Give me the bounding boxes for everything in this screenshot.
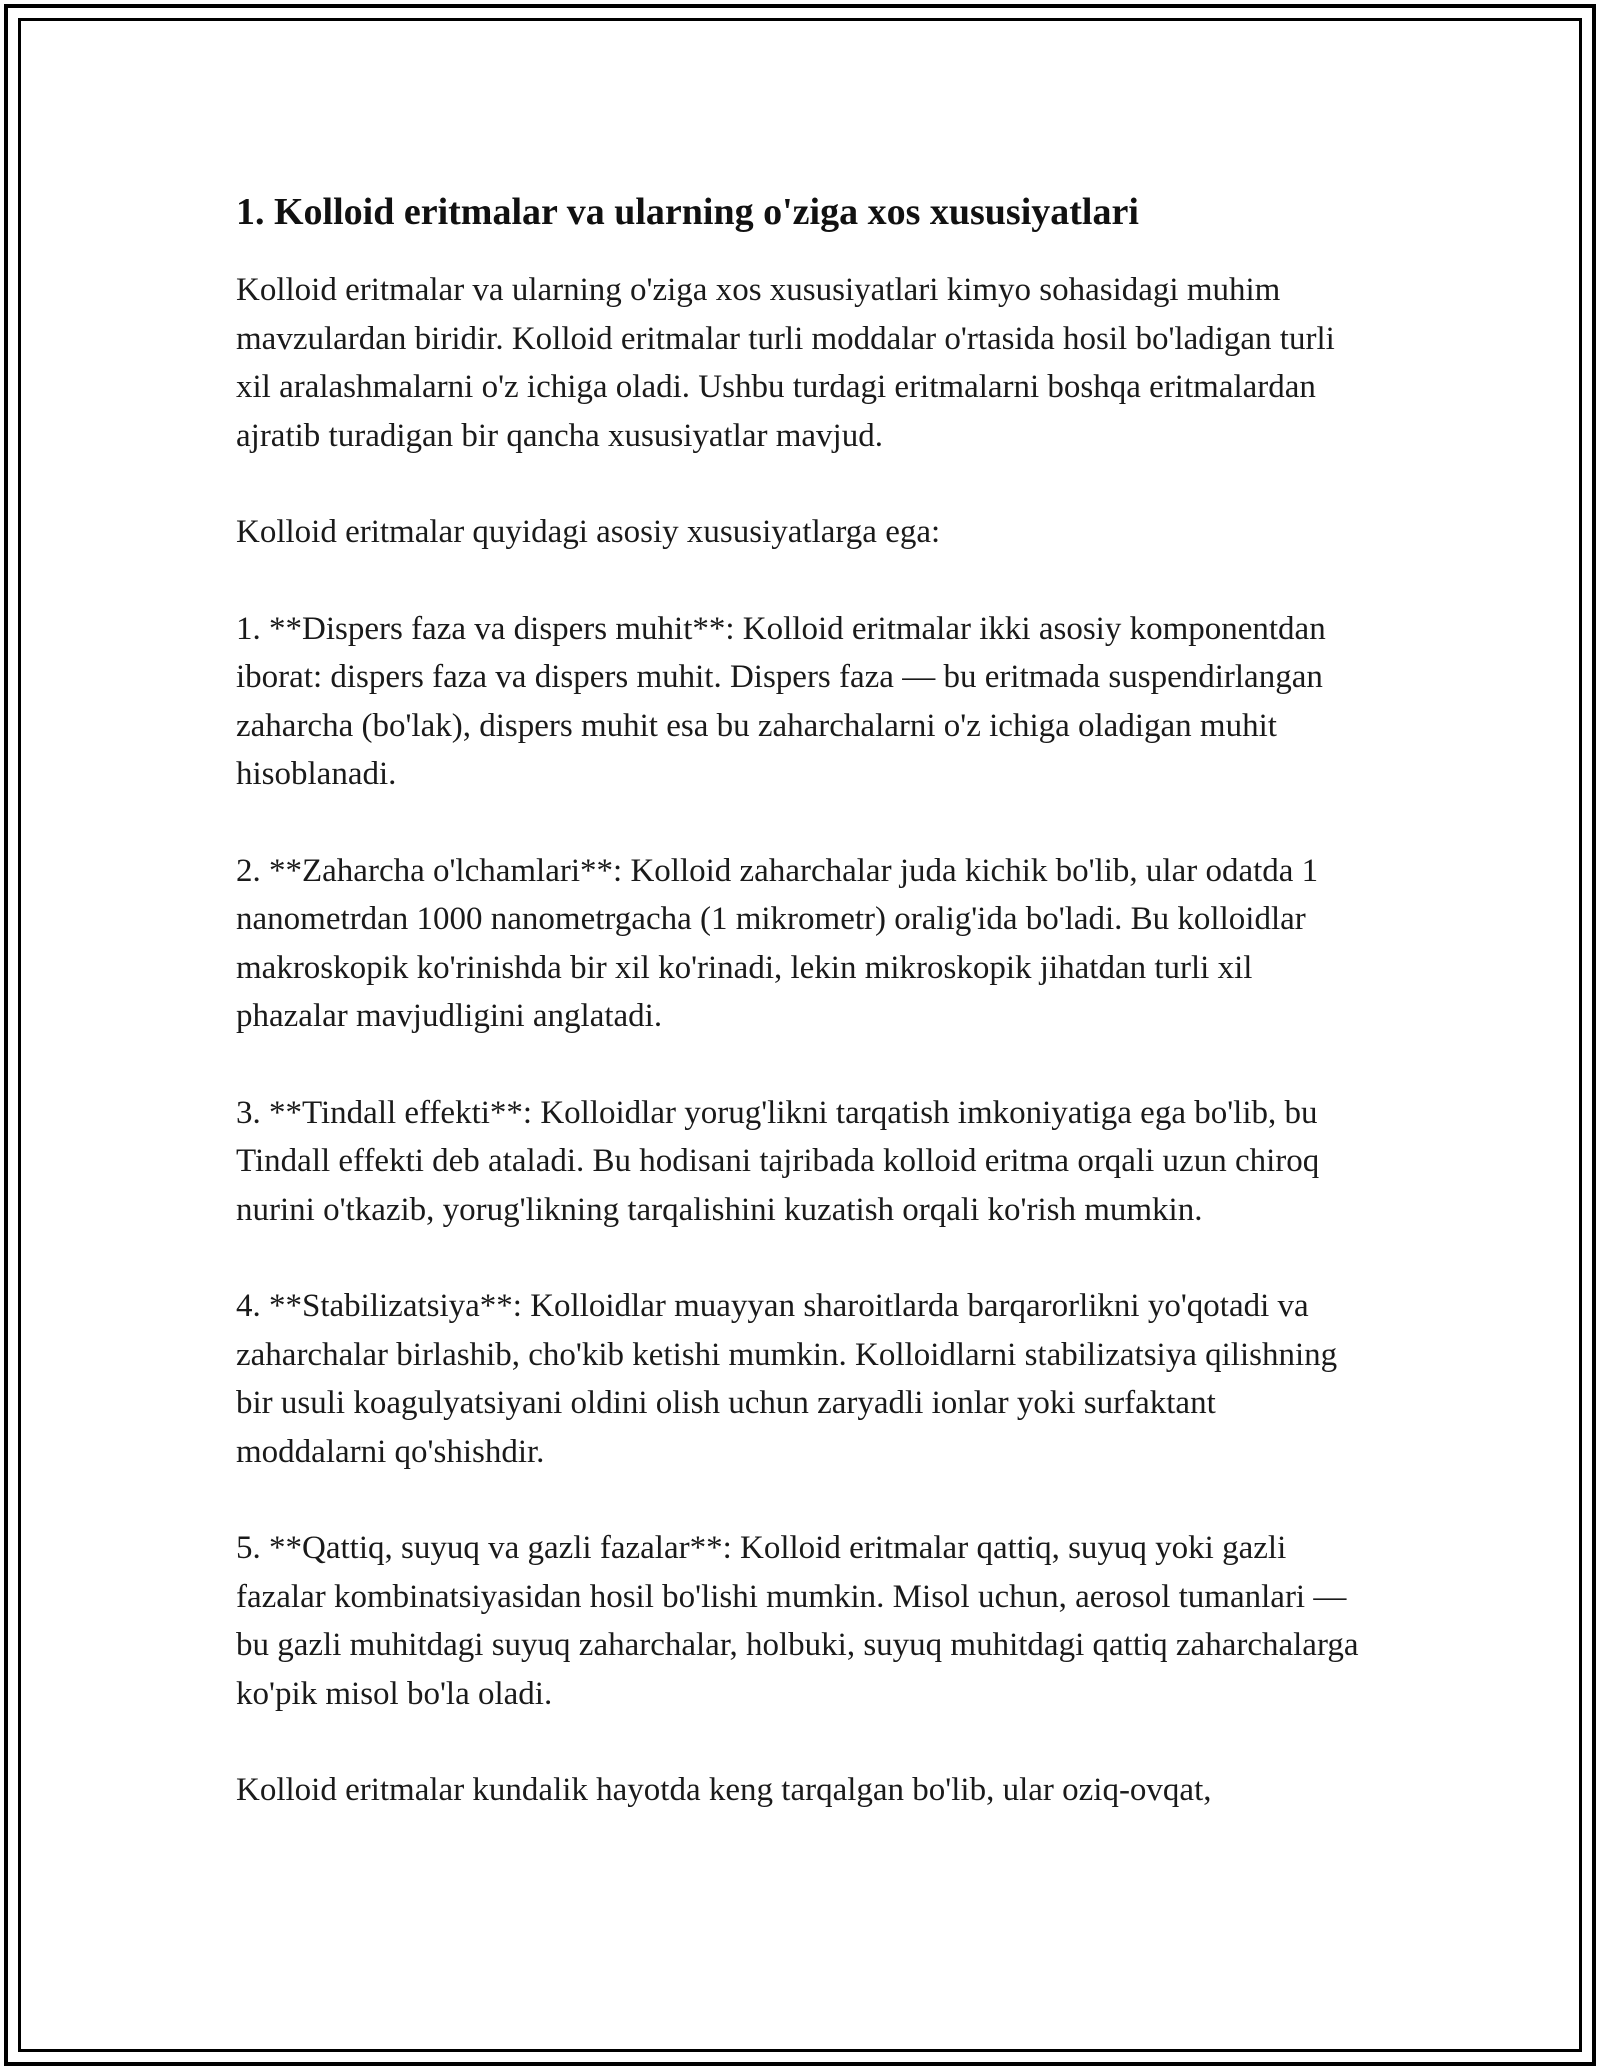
properties-lead-paragraph: Kolloid eritmalar quyidagi asosiy xususiyatlarga ega: xyxy=(236,514,941,550)
property-item-4: 4. **Stabilizatsiya**: Kolloidlar muayyan sharoitlarda barqarorlikni yo'qotadi va zaharchalar birlashib, cho'kib ketishi mumkin. Kolloidlarni stabilizatsiya qilishning bir usuli koagulyatsiyani oldini olish uchun zaryadli ionlar yoki surfaktant moddalarni qo'shishdir. xyxy=(236,1288,1338,1470)
section-heading: 1. Kolloid eritmalar va ularning o'ziga xos xususiyatlari xyxy=(236,191,1139,233)
property-item-1: 1. **Dispers faza va dispers muhit**: Kolloid eritmalar ikki asosiy komponentdan iborat: dispers faza va dispers muhit. Dispers faza — bu eritmada suspendirlangan zaharcha (bo'lak), dispers muhit esa bu zaharchalarni o'z ichiga oladigan muhit hisoblanadi. xyxy=(236,610,1326,792)
document-body xyxy=(236,180,1366,1863)
property-item-5: 5. **Qattiq, suyuq va gazli fazalar**: Kolloid eritmalar qattiq, suyuq yoki gazli fazalar kombinatsiyasidan hosil bo'lishi mumkin. Misol uchun, aerosol tumanlari — bu gazli muhitdagi suyuq zaharchalar, holbuki, suyuq muhitdagi qattiq zaharchalarga ko'pik misol bo'la oladi. xyxy=(236,1530,1359,1712)
property-item-3: 3. **Tindall effekti**: Kolloidlar yorug'likni tarqatish imkoniyatiga ega bo'lib, bu Tindall effekti deb ataladi. Bu hodisani tajribada kolloid eritma orqali uzun chiroq nurini o'tkazib, yorug'likning tarqalishini kuzatish orqali ko'rish mumkin. xyxy=(236,1094,1320,1228)
property-item-2: 2. **Zaharcha o'lchamlari**: Kolloid zaharchalar juda kichik bo'lib, ular odatda 1 nanometrdan 1000 nanometrgacha (1 mikrometr) oralig'ida bo'ladi. Bu kolloidlar makroskopik ko'rinishda bir xil ko'rinadi, lekin mikroskopik jihatdan turli xil phazalar mavjudligini anglatadi. xyxy=(236,852,1319,1034)
closing-paragraph: Kolloid eritmalar kundalik hayotda keng tarqalgan bo'lib, ular oziq-ovqat, xyxy=(236,1772,1212,1808)
intro-paragraph: Kolloid eritmalar va ularning o'ziga xos xususiyatlari kimyo sohasidagi muhim mavzulardan biridir. Kolloid eritmalar turli moddalar o'rtasida hosil bo'ladigan turli xil aralashmalarni o'z ichiga oladi. Ushbu turdagi eritmalarni boshqa eritmalardan ajratib turadigan bir qancha xususiyatlar mavjud. xyxy=(236,272,1335,454)
